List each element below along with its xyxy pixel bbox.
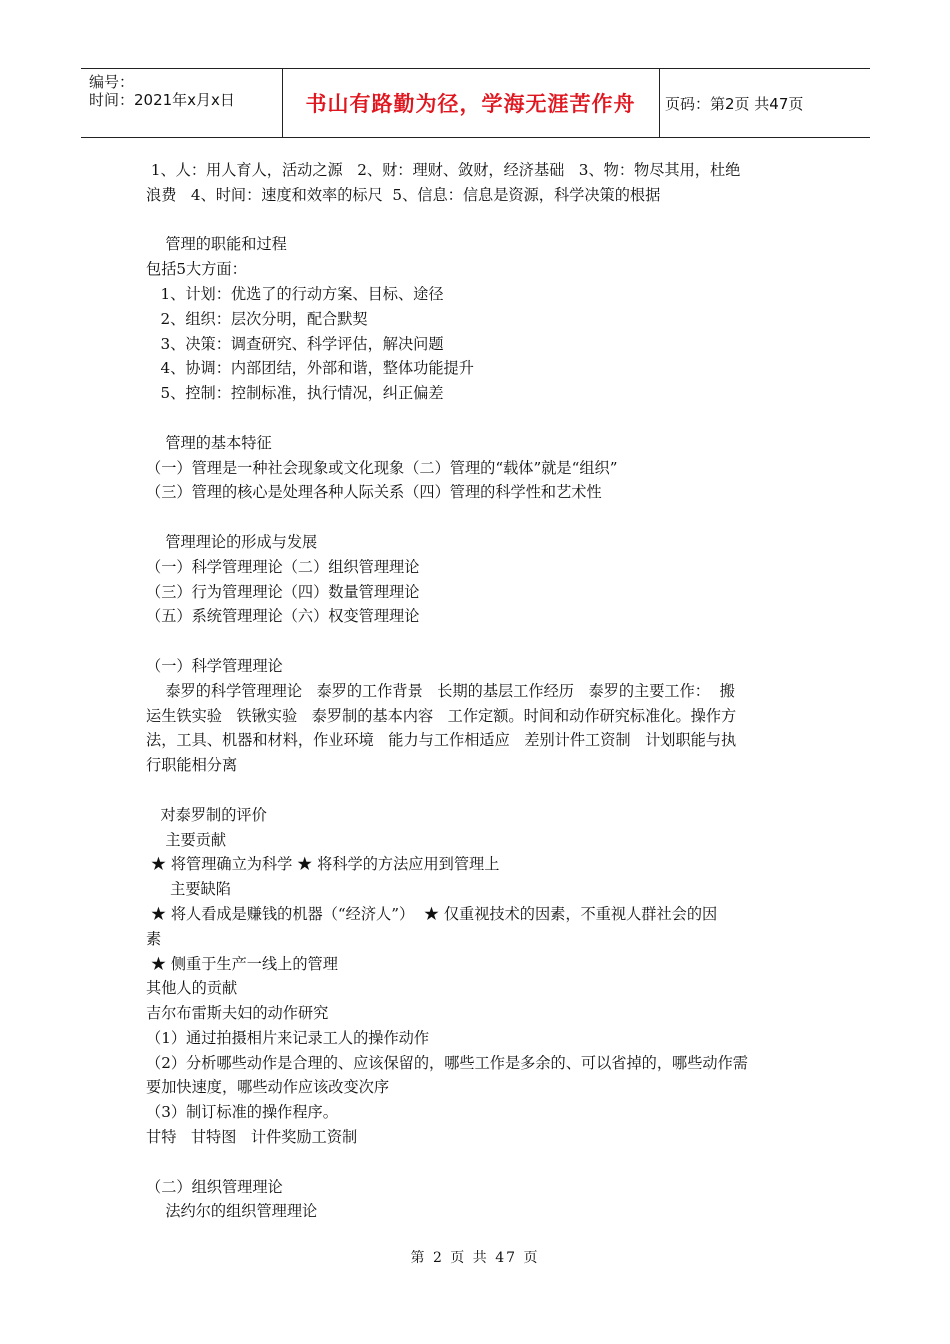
text-line: 素 [146,929,162,948]
text-line: ★ 将管理确立为科学 ★ 将科学的方法应用到管理上 [146,855,500,874]
text-line: ★ 侧重于生产一线上的管理 [146,954,338,973]
document-body [146,158,810,1224]
text-line: 1、人：用人育人，活动之源 2、财：理财、敛财，经济基础 3、物：物尽其用，杜绝 [146,161,741,179]
blank-line [146,778,810,803]
text-line: 浪费 4、时间：速度和效率的标尺 5、信息：信息是资源，科学决策的根据 [146,185,661,204]
text-line: （五）系统管理理论（六）权变管理理论 [146,607,420,626]
header-meta [81,69,282,137]
text-line: 主要缺陷 [146,880,231,899]
text-line: 泰罗的科学管理理论 泰罗的工作背景 长期的基层工作经历 泰罗的主要工作： 搬 [146,681,735,700]
text-line: 3、决策：调查研究、科学评估，解决问题 [146,334,444,353]
text-line: 法约尔的组织管理理论 [146,1202,318,1221]
text-line: 行职能相分离 [146,756,238,775]
header-motto: 书山有路勤为径，学海无涯苦作舟 [305,92,636,116]
blank-line [146,505,810,530]
text-line: （三）行为管理理论（四）数量管理理论 [146,582,420,601]
text-line: 管理的职能和过程 [146,235,287,254]
header-time: 时间：2021年x月x日 [89,91,235,109]
text-line: 法，工具、机器和材料，作业环境 能力与工作相适应 差别计件工资制 计划职能与执 [146,731,737,750]
blank-line [146,1150,810,1175]
text-line: 其他人的贡献 [146,979,238,998]
text-line: （一）科学管理理论 [146,656,283,675]
text-line: 主要贡献 [146,830,227,849]
text-line: （一）管理是一种社会现象或文化现象（二）管理的“载体”就是“组织” [146,458,618,477]
header-number: 编号： [89,73,135,91]
text-line: （一）科学管理理论（二）组织管理理论 [146,557,420,576]
text-line: 1、计划：优选了的行动方案、目标、途径 [146,284,444,303]
blank-line [146,629,810,654]
text-line: （2）分析哪些动作是合理的、应该保留的，哪些工作是多余的、可以省掉的，哪些动作需 [146,1053,748,1072]
text-line: 5、控制：控制标准，执行情况，纠正偏差 [146,384,444,403]
text-line: （1）通过拍摄相片来记录工人的操作动作 [146,1028,430,1047]
text-line: 甘特 甘特图 计件奖励工资制 [146,1128,358,1147]
text-line: （三）管理的核心是处理各种人际关系（四）管理的科学性和艺术性 [146,483,602,502]
text-line: 2、组织：层次分明，配合默契 [146,309,368,328]
header-divider [659,69,660,137]
blank-line [146,406,810,431]
header-page-info: 页码：第2页 共47页 [665,94,804,113]
text-line: （3）制订标准的操作程序。 [146,1103,338,1122]
text-line: 管理的基本特征 [146,433,272,452]
text-line: （二）组织管理理论 [146,1177,283,1196]
text-line: 要加快速度，哪些动作应该改变次序 [146,1078,389,1097]
text-line: 运生铁实验 铁锹实验 泰罗制的基本内容 工作定额。时间和动作研究标准化。操作方 [146,706,737,725]
blank-line [146,208,810,233]
text-line: 管理理论的形成与发展 [146,532,318,551]
text-line: 包括5大方面： [146,260,247,279]
page-footer: 第 2 页 共 47 页 [410,1250,540,1266]
text-line: 对泰罗制的评价 [146,805,267,824]
text-line: 吉尔布雷斯夫妇的动作研究 [146,1004,329,1023]
page-header [81,68,870,138]
text-line: ★ 将人看成是赚钱的机器（“经济人”） ★ 仅重视技术的因素，不重视人群社会的因 [146,904,718,923]
text-line: 4、协调：内部团结，外部和谐，整体功能提升 [146,359,474,378]
